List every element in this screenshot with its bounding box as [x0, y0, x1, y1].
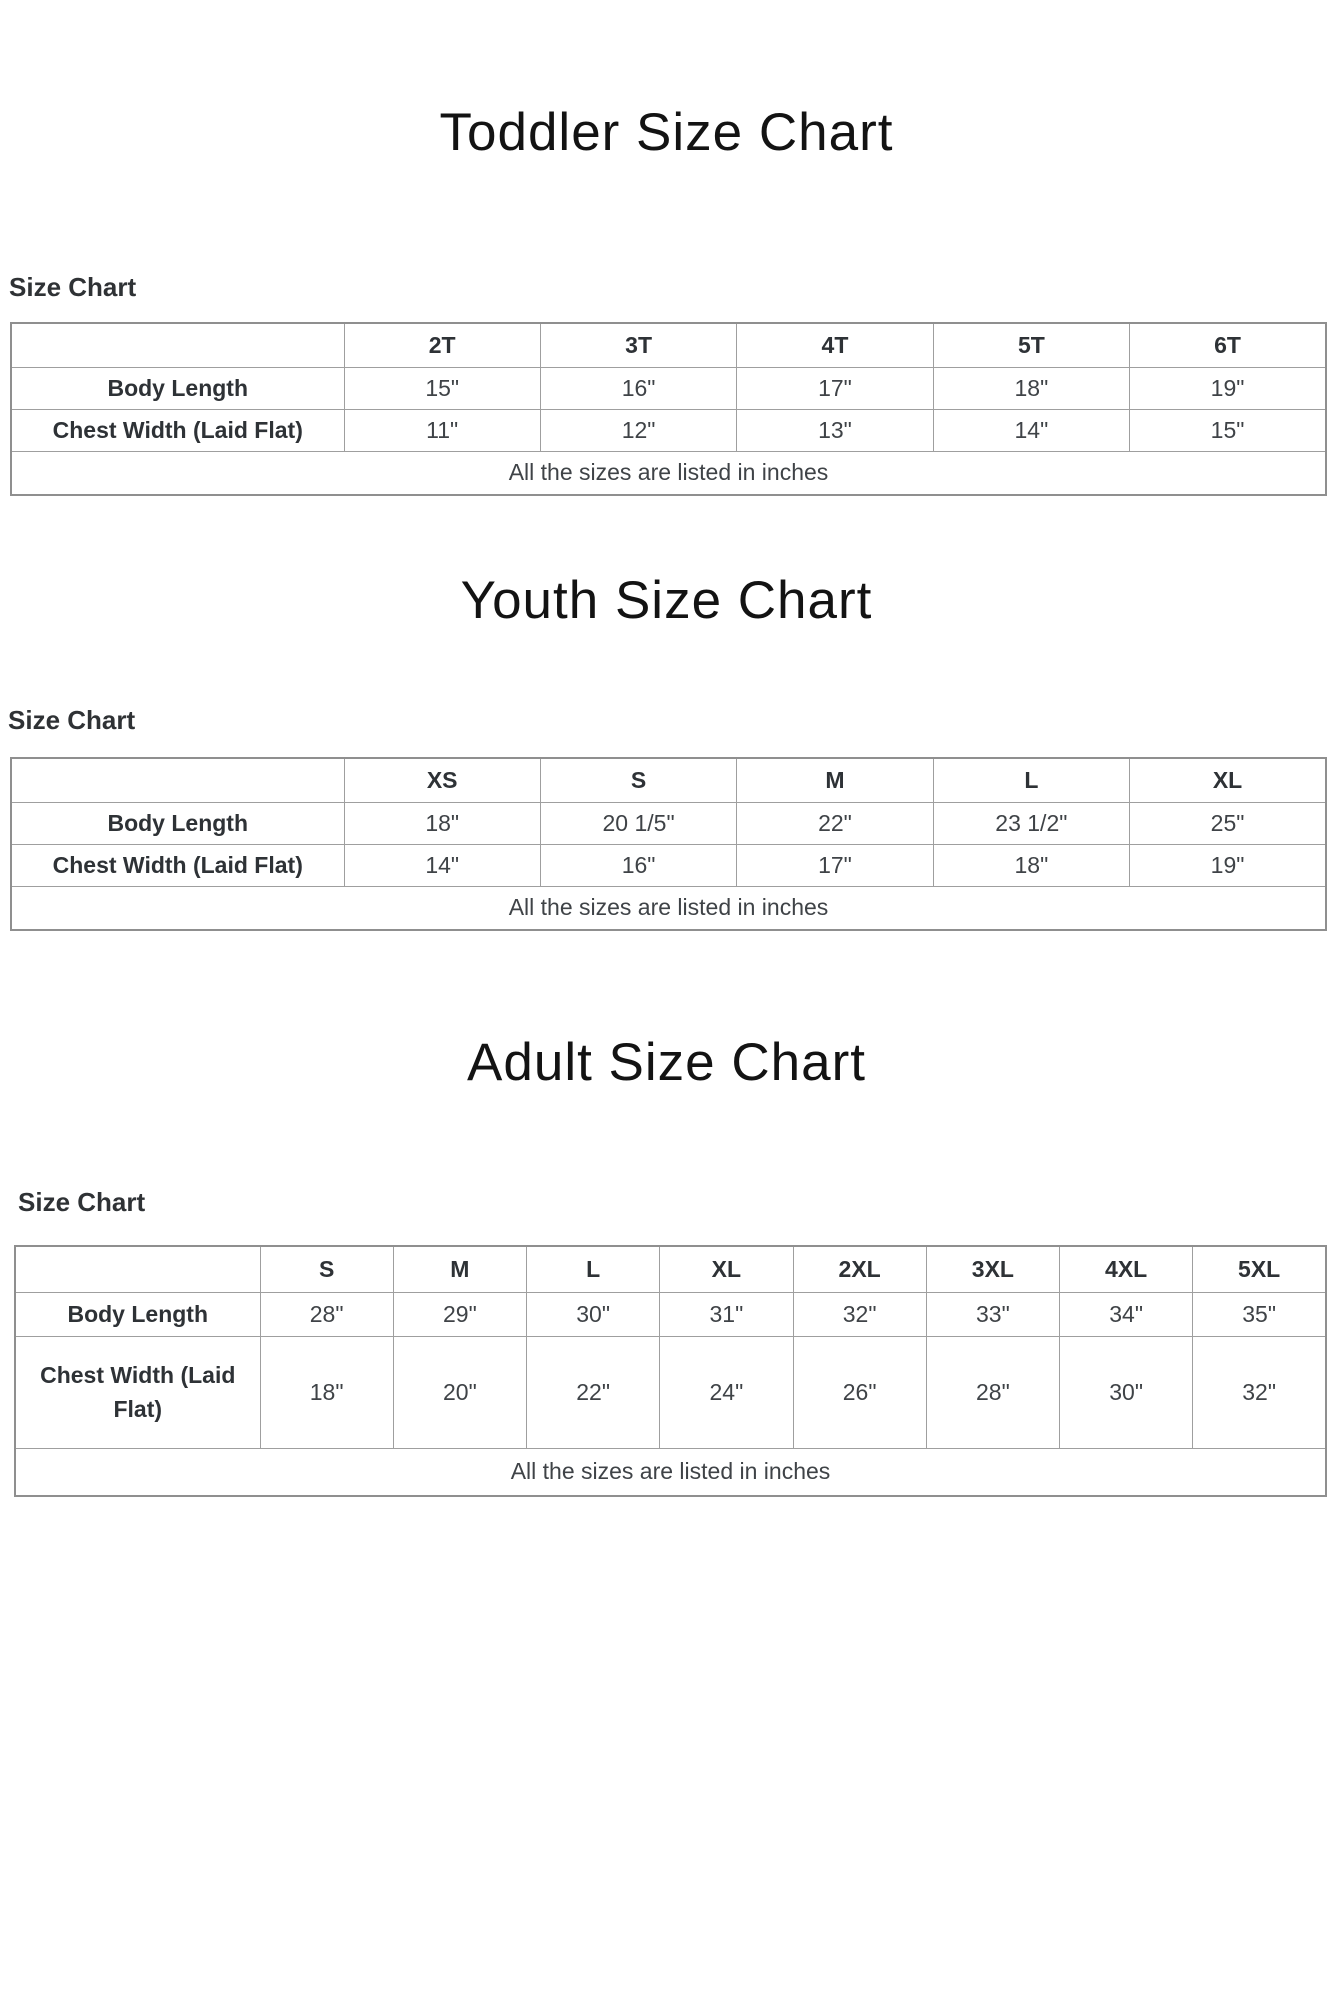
size-value-cell: 22"	[527, 1336, 660, 1448]
size-value-cell: 14"	[344, 844, 540, 886]
size-value-cell: 19"	[1130, 844, 1326, 886]
size-value-cell: 25"	[1130, 802, 1326, 844]
row-label: Chest Width (Laid Flat)	[11, 844, 344, 886]
size-column-header: M	[737, 758, 933, 802]
youth-size-chart-label: Size Chart	[8, 705, 136, 735]
size-value-cell: 32"	[793, 1292, 926, 1336]
row-label: Body Length	[11, 802, 344, 844]
youth-chart-title: Youth Size Chart	[460, 571, 873, 630]
footnote-text: All the sizes are listed in inches	[11, 451, 1326, 495]
size-value-cell: 11"	[344, 409, 540, 451]
row-label: Chest Width (Laid Flat)	[11, 409, 344, 451]
size-column-header: S	[260, 1246, 393, 1292]
corner-cell	[11, 323, 344, 367]
adult-size-chart-label: Size Chart	[18, 1187, 146, 1217]
toddler-chart-title: Toddler Size Chart	[439, 103, 894, 162]
size-column-header: 4XL	[1060, 1246, 1193, 1292]
row-label: Chest Width (Laid Flat)	[15, 1336, 260, 1448]
row-label: Body Length	[15, 1292, 260, 1336]
adult-header-row	[15, 1246, 1326, 1292]
size-value-cell: 18"	[260, 1336, 393, 1448]
size-column-header: 2XL	[793, 1246, 926, 1292]
size-column-header: 5XL	[1193, 1246, 1326, 1292]
size-value-cell: 14"	[933, 409, 1129, 451]
corner-cell	[15, 1246, 260, 1292]
footnote-text: All the sizes are listed in inches	[15, 1448, 1326, 1496]
size-column-header: L	[527, 1246, 660, 1292]
size-value-cell: 18"	[344, 802, 540, 844]
size-value-cell: 13"	[737, 409, 933, 451]
size-column-header: 5T	[933, 323, 1129, 367]
adult-footnote-row	[15, 1448, 1326, 1496]
size-value-cell: 16"	[540, 844, 736, 886]
size-value-cell: 23 1/2"	[933, 802, 1129, 844]
size-value-cell: 15"	[1130, 409, 1326, 451]
size-value-cell: 31"	[660, 1292, 793, 1336]
toddler-footnote-row	[11, 451, 1326, 495]
size-column-header: XS	[344, 758, 540, 802]
size-value-cell: 28"	[260, 1292, 393, 1336]
footnote-text: All the sizes are listed in inches	[11, 886, 1326, 930]
toddler-size-table	[10, 322, 1327, 496]
size-column-header: 3XL	[926, 1246, 1059, 1292]
size-value-cell: 33"	[926, 1292, 1059, 1336]
toddler-chest-width-row	[11, 409, 1326, 451]
size-column-header: 4T	[737, 323, 933, 367]
size-value-cell: 29"	[393, 1292, 526, 1336]
size-value-cell: 32"	[1193, 1336, 1326, 1448]
size-value-cell: 30"	[1060, 1336, 1193, 1448]
toddler-size-chart-label: Size Chart	[9, 272, 137, 302]
size-value-cell: 18"	[933, 367, 1129, 409]
size-value-cell: 12"	[540, 409, 736, 451]
size-column-header: L	[933, 758, 1129, 802]
size-value-cell: 16"	[540, 367, 736, 409]
size-value-cell: 22"	[737, 802, 933, 844]
corner-cell	[11, 758, 344, 802]
size-value-cell: 18"	[933, 844, 1129, 886]
adult-body-length-row	[15, 1292, 1326, 1336]
size-value-cell: 20"	[393, 1336, 526, 1448]
size-column-header: 2T	[344, 323, 540, 367]
size-value-cell: 17"	[737, 367, 933, 409]
adult-size-table	[14, 1245, 1327, 1497]
size-column-header: XL	[1130, 758, 1326, 802]
youth-size-table	[10, 757, 1327, 931]
youth-chest-width-row	[11, 844, 1326, 886]
size-value-cell: 20 1/5"	[540, 802, 736, 844]
size-column-header: XL	[660, 1246, 793, 1292]
size-value-cell: 28"	[926, 1336, 1059, 1448]
row-label: Body Length	[11, 367, 344, 409]
adult-chart-title: Adult Size Chart	[467, 1033, 866, 1092]
youth-header-row	[11, 758, 1326, 802]
youth-footnote-row	[11, 886, 1326, 930]
size-value-cell: 34"	[1060, 1292, 1193, 1336]
toddler-header-row	[11, 323, 1326, 367]
toddler-body-length-row	[11, 367, 1326, 409]
youth-body-length-row	[11, 802, 1326, 844]
size-value-cell: 19"	[1130, 367, 1326, 409]
size-value-cell: 17"	[737, 844, 933, 886]
size-column-header: 3T	[540, 323, 736, 367]
size-value-cell: 26"	[793, 1336, 926, 1448]
size-value-cell: 24"	[660, 1336, 793, 1448]
size-value-cell: 35"	[1193, 1292, 1326, 1336]
size-column-header: M	[393, 1246, 526, 1292]
size-value-cell: 30"	[527, 1292, 660, 1336]
adult-chest-width-row	[15, 1336, 1326, 1448]
size-column-header: 6T	[1130, 323, 1326, 367]
size-column-header: S	[540, 758, 736, 802]
size-value-cell: 15"	[344, 367, 540, 409]
